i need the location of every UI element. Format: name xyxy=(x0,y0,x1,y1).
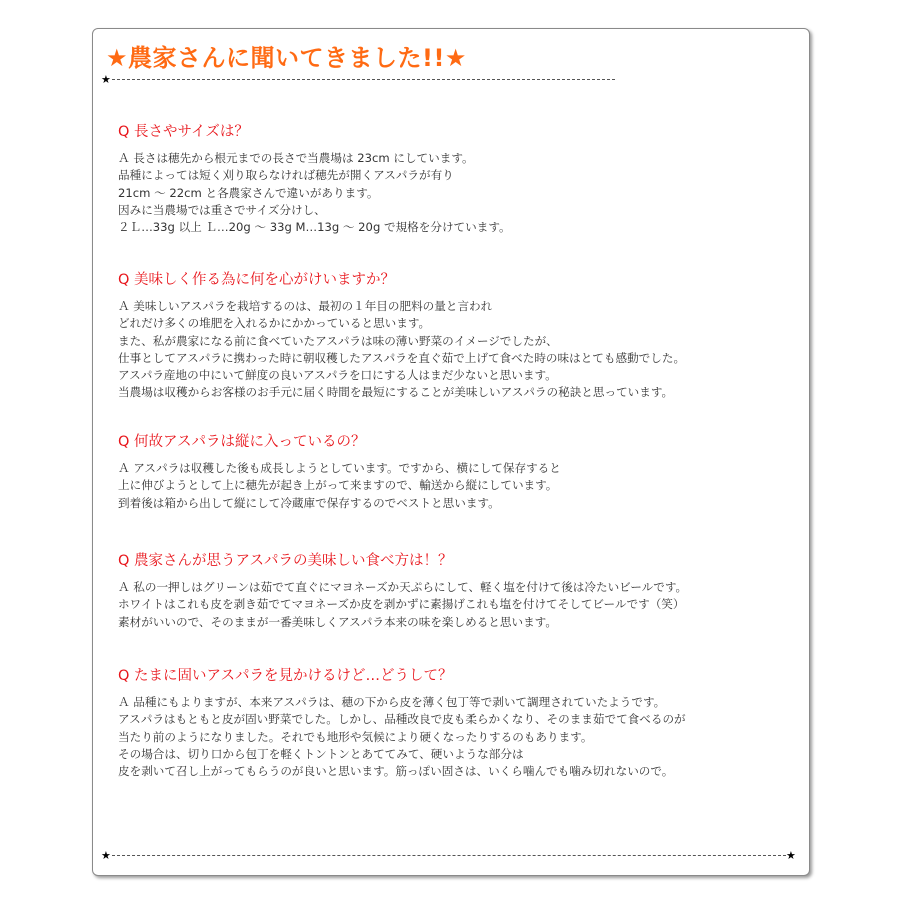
star-icon: ★ xyxy=(101,849,111,862)
answer-line: アスパラ産地の中にいて鮮度の良いアスパラを口にする人はまだ少ないと思います。 xyxy=(118,368,557,383)
answer-line: Ａ 美味しいアスパラを栽培するのは、最初の１年目の肥料の量と言われ xyxy=(118,299,493,313)
answer-line: 素材がいいので、そのままが一番美味しくアスパラ本来の味を楽しめると思います。 xyxy=(118,614,557,629)
answer-line: Ａ アスパラは収穫した後も成長しようとしています。ですから、横にして保存すると xyxy=(118,461,561,475)
answer-line: アスパラはもともと皮が固い野菜でした。しかし、品種改良で皮も柔らかくなり、そのまま茹でて食べるのが xyxy=(118,712,686,727)
answer-line: 皮を剥いて召し上がってもらうのが良いと思います。筋っぽい固さは、いくら噛んでも噛み切れないので。 xyxy=(118,764,674,779)
answer-line: Ａ 長さは穂先から根元までの長さで当農場は 23cm にしています。 xyxy=(118,151,474,165)
answer-line: どれだけ多くの堆肥を入れるかにかかっていると思います。 xyxy=(118,316,431,331)
star-icon: ★ xyxy=(101,73,111,86)
answer-line: 仕事としてアスパラに携わった時に朝収穫したアスパラを直ぐ茹で上げて食べた時の味はとても感動でした。 xyxy=(118,350,686,365)
answer-line: その場合は、切り口から包丁を軽くトントンとあててみて、硬いような部分は xyxy=(118,746,524,761)
answer-line: 上に伸びようとして上に穂先が起き上がって来ますので、輸送から縦にしています。 xyxy=(118,478,558,493)
answer-line: 当たり前のようになりました。それでも地形や気候により硬くなったりするのもあります。 xyxy=(118,729,593,744)
answer-line: 当農場は収穫からお客様のお手元に届く時間を最短にすることが美味しいアスパラの秘訣と思っています。 xyxy=(118,385,674,400)
answer-line: 到着後は箱から出して縦にして冷蔵庫で保存するのでベストと思います。 xyxy=(118,495,500,510)
question: Q 何故アスパラは縦に入っているの？ xyxy=(118,434,366,450)
answer-line: 21cm ～ 22cm と各農家さんで違いがあります。 xyxy=(118,185,379,200)
answer-line: また、私が農家になる前に食べていたアスパラは味の薄い野菜のイメージでしたが、 xyxy=(118,333,558,348)
question: Q 長さやサイズは？ xyxy=(118,124,249,140)
qa-item xyxy=(118,551,687,631)
top-divider xyxy=(112,79,615,80)
question: Q たまに固いアスパラを見かけるけど…どうして？ xyxy=(118,668,453,684)
answer-line: ホワイトはこれも皮を剥き茹でてマヨネーズか皮を剥かずに素揚げこれも塩を付けてそしてビールです（笑） xyxy=(118,597,685,612)
answer-line: Ａ 私の一押しはグリーンは茹でて直ぐにマヨネーズか天ぷらにして、軽く塩を付けて後は冷たいビールです。 xyxy=(118,580,688,594)
answer-line: ２Ｌ…33g 以上 Ｌ…20g ～ 33g M…13g ～ 20g で規格を分けています。 xyxy=(118,220,511,235)
qa-item xyxy=(118,270,685,402)
answer-line: 品種によっては短く刈り取らなければ穂先が開くアスパラが有り xyxy=(118,168,454,183)
question: Q 美味しく作る為に何を心がけいますか？ xyxy=(118,272,396,288)
question: Q 農家さんが思うアスパラの美味しい食べ方は！？ xyxy=(118,553,453,569)
answer-line: Ａ 品種にもよりますが、本来アスパラは、穂の下から皮を薄く包丁等で剥いて調理されていたようです。 xyxy=(118,695,666,709)
qa-item xyxy=(118,432,561,512)
qa-item xyxy=(118,666,686,780)
star-icon: ★ xyxy=(786,849,796,862)
answer-line: 因みに当農場では重さでサイズ分けし、 xyxy=(118,202,326,217)
qa-item xyxy=(118,122,511,236)
page-title: ★農家さんに聞いてきました!!★ xyxy=(106,44,467,72)
bottom-divider xyxy=(112,855,786,856)
